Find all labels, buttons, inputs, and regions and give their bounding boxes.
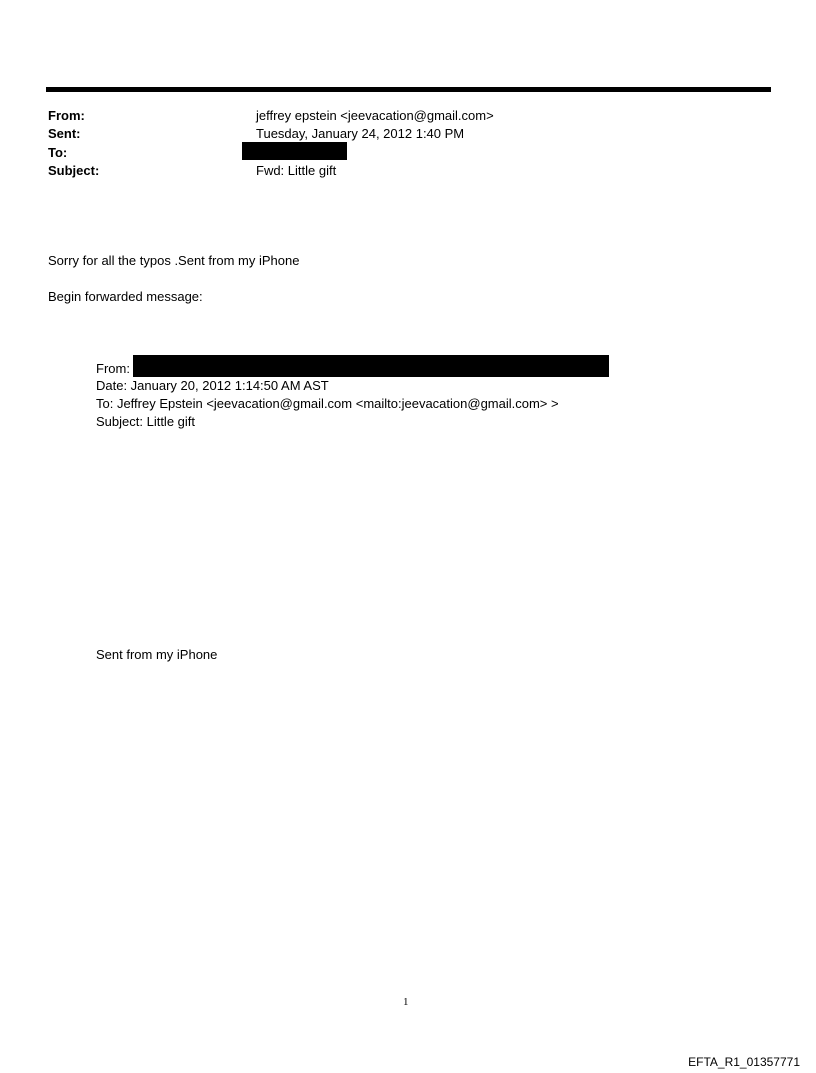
fwd-from-redaction [133, 355, 609, 377]
body-line-typos: Sorry for all the typos .Sent from my iPhone [48, 253, 300, 268]
from-label: From: [48, 108, 85, 123]
fwd-signature: Sent from my iPhone [96, 647, 218, 662]
bates-number: EFTA_R1_01357771 [688, 1055, 800, 1069]
page-number: 1 [403, 996, 409, 1008]
to-redaction [242, 142, 347, 160]
from-value: jeffrey epstein <jeevacation@gmail.com> [256, 108, 494, 123]
body-line-forwarded: Begin forwarded message: [48, 289, 203, 304]
sent-value: Tuesday, January 24, 2012 1:40 PM [256, 126, 465, 141]
fwd-from-label: From: [96, 361, 130, 376]
sent-label: Sent: [48, 126, 81, 141]
subject-value: Fwd: Little gift [256, 163, 337, 178]
header-rule [46, 87, 771, 92]
fwd-subject-line: Subject: Little gift [96, 414, 195, 429]
fwd-date-line: Date: January 20, 2012 1:14:50 AM AST [96, 378, 329, 393]
to-label: To: [48, 145, 68, 160]
subject-label: Subject: [48, 163, 100, 178]
fwd-to-line: To: Jeffrey Epstein <jeevacation@gmail.com <mailto:jeevacation@gmail.com> > [96, 396, 559, 411]
